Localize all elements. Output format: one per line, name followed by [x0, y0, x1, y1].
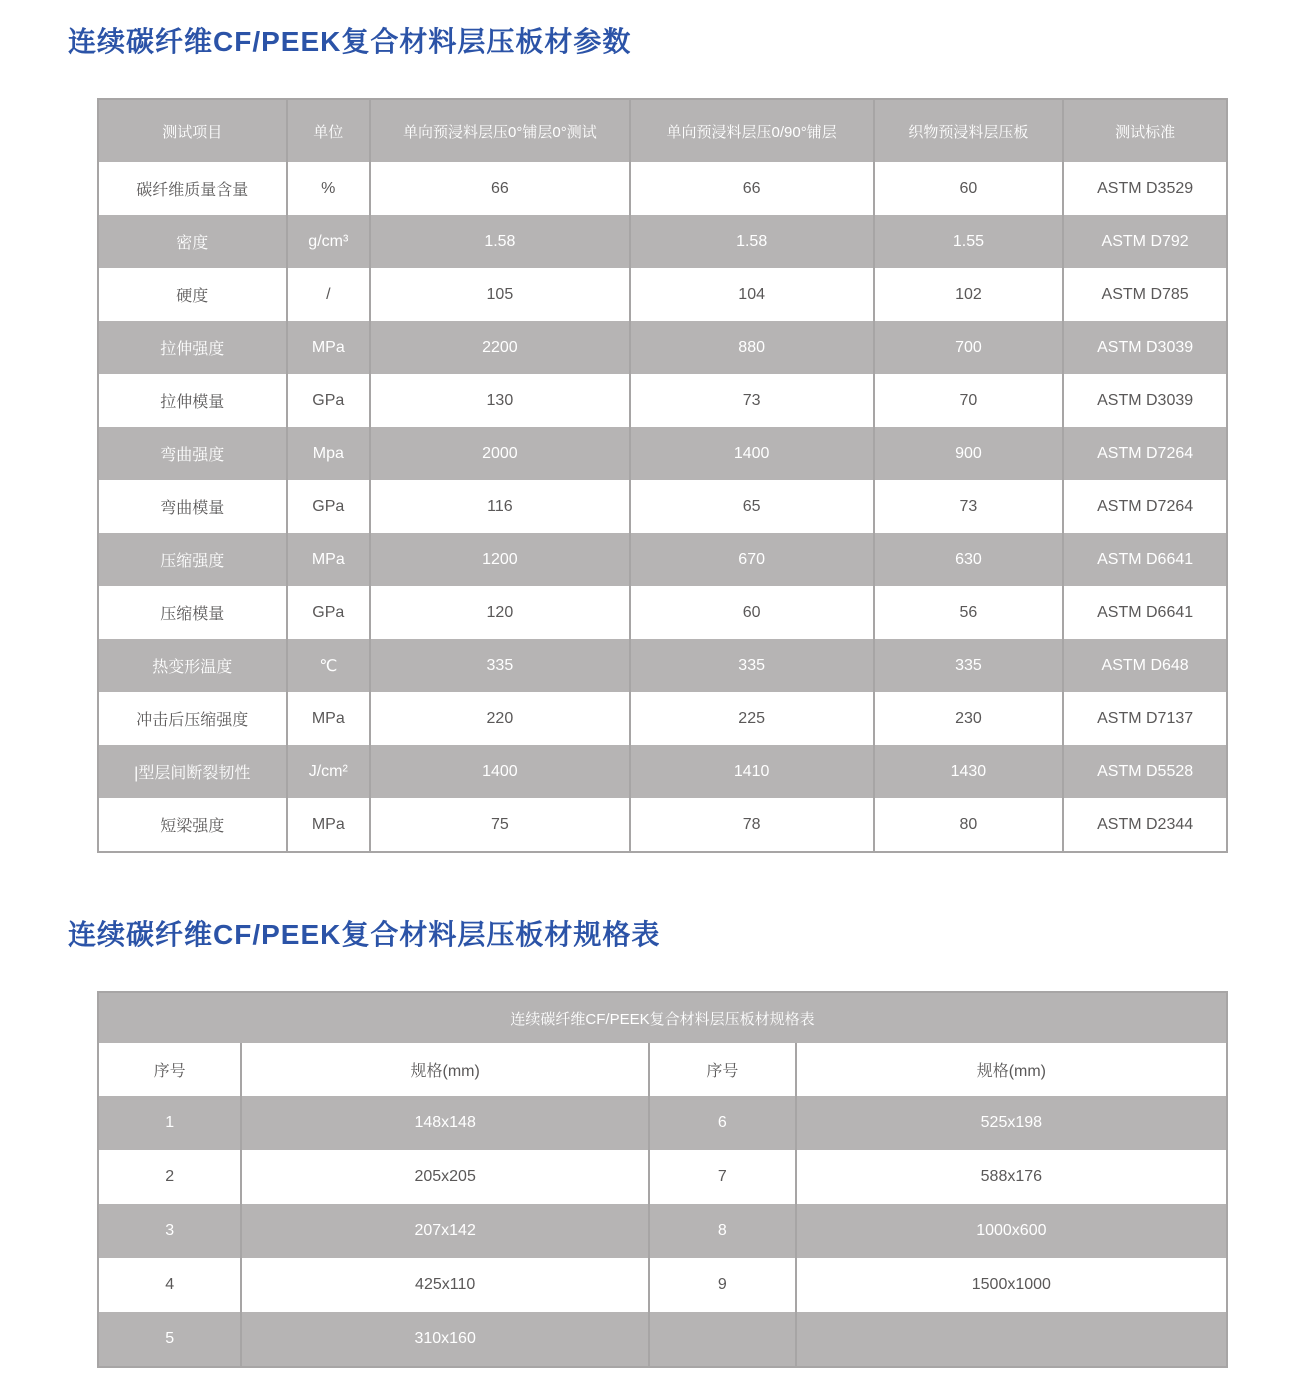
table-row	[98, 321, 1227, 374]
table-cell: 220	[370, 692, 630, 745]
table-row	[98, 533, 1227, 586]
table-cell: 冲击后压缩强度	[98, 692, 287, 745]
table-cell: 60	[630, 586, 874, 639]
table-row	[98, 639, 1227, 692]
page-title-params: 连续碳纤维CF/PEEK复合材料层压板材参数	[68, 26, 632, 57]
table-cell: 56	[874, 586, 1064, 639]
table-cell: ASTM D3529	[1063, 162, 1227, 215]
table-cell: 压缩强度	[98, 533, 287, 586]
table-cell: 热变形温度	[98, 639, 287, 692]
table-cell: 2	[98, 1150, 241, 1204]
table-cell: ASTM D5528	[1063, 745, 1227, 798]
table-cell: 短梁强度	[98, 798, 287, 852]
table-row	[98, 1312, 1227, 1367]
params-table-body	[98, 162, 1227, 852]
table-cell: GPa	[287, 374, 371, 427]
table-cell: 335	[370, 639, 630, 692]
table-cell: 310x160	[241, 1312, 649, 1367]
table-cell: 1400	[370, 745, 630, 798]
column-header-size-left: 规格(mm)	[241, 1043, 649, 1096]
table-cell: 硬度	[98, 268, 287, 321]
table-row	[98, 427, 1227, 480]
table-cell: 630	[874, 533, 1064, 586]
table-cell	[649, 1312, 796, 1367]
table-cell: ASTM D7137	[1063, 692, 1227, 745]
table-row	[98, 162, 1227, 215]
table-cell: 4	[98, 1258, 241, 1312]
table-row	[98, 215, 1227, 268]
table-cell: MPa	[287, 533, 371, 586]
table-cell: 80	[874, 798, 1064, 852]
table-cell: g/cm³	[287, 215, 371, 268]
table-cell: ASTM D3039	[1063, 374, 1227, 427]
table-cell: 70	[874, 374, 1064, 427]
table-cell: 65	[630, 480, 874, 533]
table-cell	[796, 1312, 1227, 1367]
table-cell: 1410	[630, 745, 874, 798]
table-cell: GPa	[287, 480, 371, 533]
table-cell: 1.58	[630, 215, 874, 268]
table-cell: 120	[370, 586, 630, 639]
column-header-fabric-laminate: 织物预浸料层压板	[874, 99, 1064, 162]
table-row	[98, 586, 1227, 639]
table-cell: 8	[649, 1204, 796, 1258]
spec-table-caption: 连续碳纤维CF/PEEK复合材料层压板材规格表	[98, 992, 1227, 1043]
table-cell: 130	[370, 374, 630, 427]
table-cell: ASTM D7264	[1063, 427, 1227, 480]
table-cell: 425x110	[241, 1258, 649, 1312]
table-row	[98, 1150, 1227, 1204]
table-cell: 102	[874, 268, 1064, 321]
column-header-unit: 单位	[287, 99, 371, 162]
table-cell: 148x148	[241, 1096, 649, 1150]
table-row	[98, 1204, 1227, 1258]
table-cell: J/cm²	[287, 745, 371, 798]
table-cell: MPa	[287, 321, 371, 374]
column-header-test-item: 测试项目	[98, 99, 287, 162]
table-cell: ASTM D2344	[1063, 798, 1227, 852]
table-row	[98, 745, 1227, 798]
table-cell: 880	[630, 321, 874, 374]
table-cell: 拉伸强度	[98, 321, 287, 374]
table-row	[98, 1258, 1227, 1312]
table-row	[98, 268, 1227, 321]
page-title-specs: 连续碳纤维CF/PEEK复合材料层压板材规格表	[68, 919, 661, 950]
table-cell: 205x205	[241, 1150, 649, 1204]
table-cell: 6	[649, 1096, 796, 1150]
table-cell: 670	[630, 533, 874, 586]
table-cell: 75	[370, 798, 630, 852]
table-cell: 拉伸模量	[98, 374, 287, 427]
table-cell: 压缩模量	[98, 586, 287, 639]
table-row	[98, 374, 1227, 427]
table-cell: 1.58	[370, 215, 630, 268]
spec-table-caption-row	[98, 992, 1227, 1043]
column-header-test-standard: 测试标准	[1063, 99, 1227, 162]
table-cell: 104	[630, 268, 874, 321]
table-cell: 碳纤维质量含量	[98, 162, 287, 215]
table-cell: 5	[98, 1312, 241, 1367]
column-header-ud-0-90-layup: 单向预浸料层压0/90°铺层	[630, 99, 874, 162]
table-row	[98, 480, 1227, 533]
table-cell: 588x176	[796, 1150, 1227, 1204]
table-row	[98, 692, 1227, 745]
table-cell: 335	[874, 639, 1064, 692]
table-cell: 105	[370, 268, 630, 321]
table-cell: 60	[874, 162, 1064, 215]
table-cell: GPa	[287, 586, 371, 639]
table-cell: ASTM D648	[1063, 639, 1227, 692]
table-cell: MPa	[287, 798, 371, 852]
table-cell: 7	[649, 1150, 796, 1204]
table-cell: Mpa	[287, 427, 371, 480]
spec-table-body	[98, 1096, 1227, 1367]
table-cell: 73	[630, 374, 874, 427]
table-cell: 66	[630, 162, 874, 215]
table-cell: 700	[874, 321, 1064, 374]
spec-table	[97, 991, 1228, 1368]
table-cell: 78	[630, 798, 874, 852]
table-cell: |型层间断裂韧性	[98, 745, 287, 798]
table-cell: 1	[98, 1096, 241, 1150]
table-cell: %	[287, 162, 371, 215]
column-header-index-right: 序号	[649, 1043, 796, 1096]
table-row	[98, 798, 1227, 852]
table-cell: 335	[630, 639, 874, 692]
table-cell: 弯曲模量	[98, 480, 287, 533]
table-cell: 230	[874, 692, 1064, 745]
table-cell: 1500x1000	[796, 1258, 1227, 1312]
table-cell: 密度	[98, 215, 287, 268]
table-cell: 73	[874, 480, 1064, 533]
table-cell: 207x142	[241, 1204, 649, 1258]
table-cell: 225	[630, 692, 874, 745]
table-row	[98, 1096, 1227, 1150]
table-cell: MPa	[287, 692, 371, 745]
table-cell: 1000x600	[796, 1204, 1227, 1258]
table-cell: ASTM D6641	[1063, 533, 1227, 586]
table-cell: 116	[370, 480, 630, 533]
table-cell: 525x198	[796, 1096, 1227, 1150]
table-cell: 1430	[874, 745, 1064, 798]
table-cell: 2000	[370, 427, 630, 480]
table-cell: 1.55	[874, 215, 1064, 268]
table-cell: 2200	[370, 321, 630, 374]
column-header-size-right: 规格(mm)	[796, 1043, 1227, 1096]
table-header-row	[98, 99, 1227, 162]
table-cell: ASTM D785	[1063, 268, 1227, 321]
table-cell: 弯曲强度	[98, 427, 287, 480]
table-cell: /	[287, 268, 371, 321]
table-cell: ASTM D3039	[1063, 321, 1227, 374]
spec-table-header	[98, 992, 1227, 1096]
table-cell: ASTM D792	[1063, 215, 1227, 268]
table-cell: 900	[874, 427, 1064, 480]
table-header-row	[98, 1043, 1227, 1096]
params-table-header	[98, 99, 1227, 162]
table-cell: ASTM D6641	[1063, 586, 1227, 639]
table-cell: ASTM D7264	[1063, 480, 1227, 533]
table-cell: 66	[370, 162, 630, 215]
table-cell: ℃	[287, 639, 371, 692]
table-cell: 1400	[630, 427, 874, 480]
column-header-ud-0-layup: 单向预浸料层压0°铺层0°测试	[370, 99, 630, 162]
table-cell: 9	[649, 1258, 796, 1312]
table-cell: 3	[98, 1204, 241, 1258]
params-table	[97, 98, 1228, 853]
column-header-index-left: 序号	[98, 1043, 241, 1096]
table-cell: 1200	[370, 533, 630, 586]
